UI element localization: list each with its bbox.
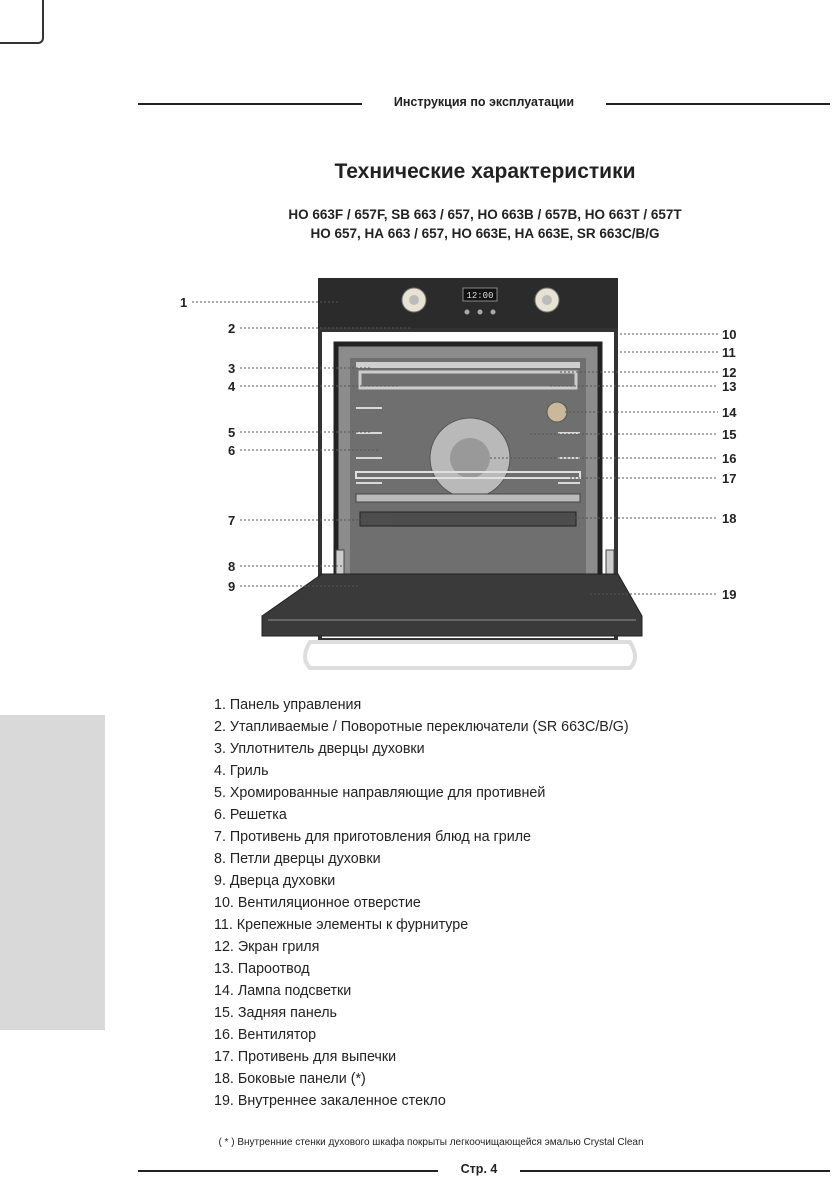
oven-diagram	[170, 268, 770, 688]
callout-6: 6	[228, 443, 236, 458]
oven-door	[262, 574, 642, 636]
legend-item: 17. Противень для выпечки	[214, 1049, 397, 1065]
legend-item: 9. Дверца духовки	[214, 873, 336, 889]
page-header	[138, 93, 830, 113]
footer-rule-left	[138, 1170, 438, 1172]
callout-13: 13	[722, 379, 737, 394]
control-panel	[318, 278, 618, 330]
door-handle	[305, 642, 635, 668]
legend-item: 16. Вентилятор	[214, 1027, 317, 1043]
legend-item: 2. Утапливаемые / Поворотные переключатели (SR 663C/B/G)	[214, 719, 629, 735]
callout-4: 4	[228, 379, 236, 394]
legend-item: 11. Крепежные элементы к фурнитуре	[214, 917, 469, 933]
callout-19: 19	[722, 587, 737, 602]
grill-screen	[356, 362, 580, 368]
side-tab	[0, 715, 105, 1030]
page-number: Стр. 4	[450, 1162, 508, 1176]
legend-item: 19. Внутреннее закаленное стекло	[214, 1093, 446, 1109]
callout-16: 16	[722, 451, 737, 466]
callout-10: 10	[722, 327, 737, 342]
callout-8: 8	[228, 559, 236, 574]
callout-9: 9	[228, 579, 236, 594]
callout-2: 2	[228, 321, 236, 336]
legend-item: 14. Лампа подсветки	[214, 983, 352, 999]
legend-item: 10. Вентиляционное отверстие	[214, 895, 421, 911]
callout-12: 12	[722, 365, 737, 380]
legend-item: 13. Пароотвод	[214, 961, 310, 977]
model-list	[0, 205, 838, 243]
callout-7: 7	[228, 513, 236, 528]
callout-15: 15	[722, 427, 737, 442]
header-rule-right	[606, 103, 830, 105]
legend-item: 8. Петли дверцы духовки	[214, 851, 381, 867]
baking-tray	[356, 494, 580, 502]
legend-item: 15. Задняя панель	[214, 1005, 337, 1021]
callout-3: 3	[228, 361, 236, 376]
clock-display-text: 12:00	[466, 291, 494, 301]
callout-17: 17	[722, 471, 737, 486]
callout-18: 18	[722, 511, 737, 526]
header-title: Инструкция по эксплуатации	[374, 95, 594, 109]
model-line-2: НО 657, НА 663 / 657, НО 663Е, НА 663Е, SR 663C/B/G	[310, 226, 660, 241]
footer-rule-right	[520, 1170, 830, 1172]
legend-item: 7. Противень для приготовления блюд на гриле	[214, 829, 531, 845]
header-rule-left	[138, 103, 362, 105]
oven-lamp	[547, 402, 567, 422]
legend-item: 12. Экран гриля	[214, 939, 320, 955]
legend-item: 5. Хромированные направляющие для противней	[214, 785, 546, 801]
crop-mark	[0, 0, 44, 44]
callout-14: 14	[722, 405, 737, 420]
page-title: Технические характеристики	[334, 160, 636, 183]
callout-5: 5	[228, 425, 236, 440]
legend-item: 18. Боковые панели (*)	[214, 1071, 366, 1087]
callout-1: 1	[180, 295, 188, 310]
legend-item: 4. Гриль	[214, 763, 269, 779]
parts-legend	[214, 694, 629, 1112]
model-line-1: НО 663F / 657F, SB 663 / 657, НО 663В / 657В, НО 663Т / 657Т	[288, 207, 682, 222]
callout-11: 11	[722, 345, 736, 360]
legend-item: 1. Панель управления	[214, 697, 362, 713]
legend-item: 3. Уплотнитель дверцы духовки	[214, 741, 425, 757]
footnote: ( * ) Внутренние стенки духового шкафа покрыты легкоочищающейся эмалью Crystal Clean	[218, 1137, 644, 1148]
grill-pan	[360, 512, 576, 526]
page-footer	[138, 1160, 830, 1180]
oven-illustration	[170, 268, 770, 688]
legend-item: 6. Решетка	[214, 807, 287, 823]
